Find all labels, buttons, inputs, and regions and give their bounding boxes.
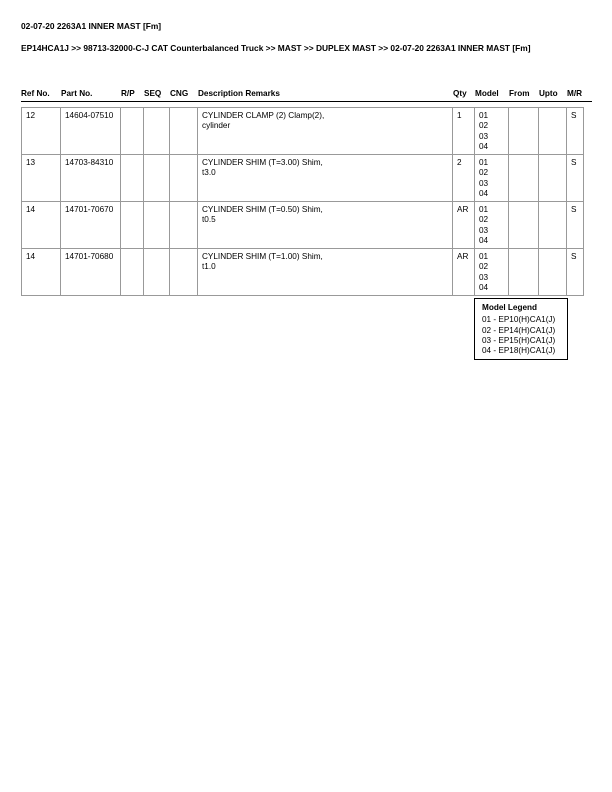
qty-cell: 2 (453, 155, 475, 202)
part-no-cell: 14703-84310 (61, 155, 121, 202)
model-cell (475, 155, 509, 202)
description-line: CYLINDER CLAMP (2) Clamp(2), (202, 111, 325, 120)
legend-item: 03 - EP15(H)CA1(J) (482, 335, 556, 345)
model-code: 04 (479, 235, 489, 245)
model-cell (475, 202, 509, 249)
ref-cell: 14 (22, 249, 61, 296)
mr-cell: S (567, 202, 584, 249)
mr-cell: S (567, 249, 584, 296)
legend-item: 04 - EP18(H)CA1(J) (482, 346, 556, 356)
model-code: 03 (479, 178, 489, 188)
upto-cell (539, 155, 567, 202)
seq-cell (144, 202, 170, 249)
description-cell (198, 108, 453, 155)
page-title: 02-07-20 2263A1 INNER MAST [Fm] (21, 21, 162, 31)
legend-item: 02 - EP14(H)CA1(J) (482, 325, 556, 335)
model-code: 03 (479, 272, 489, 282)
header-divider (21, 101, 592, 102)
model-cell (475, 249, 509, 296)
model-code: 02 (479, 168, 489, 178)
col-header-rp: R/P (121, 89, 135, 98)
model-code: 01 (479, 158, 489, 167)
upto-cell (539, 108, 567, 155)
model-code: 02 (479, 121, 489, 131)
col-header-upto: Upto (539, 89, 558, 98)
description-line: t0.5 (202, 215, 216, 225)
ref-cell: 13 (22, 155, 61, 202)
col-header-ref: Ref No. (21, 89, 50, 98)
table-row (22, 202, 584, 249)
mr-cell: S (567, 155, 584, 202)
rp-cell (121, 202, 144, 249)
col-header-model: Model (475, 89, 499, 98)
col-header-mr: M/R (567, 89, 583, 98)
parts-table (21, 107, 584, 296)
from-cell (509, 155, 539, 202)
part-no-cell: 14701-70680 (61, 249, 121, 296)
col-header-from: From (509, 89, 530, 98)
from-cell (509, 108, 539, 155)
description-line: t1.0 (202, 262, 216, 272)
description-line: cylinder (202, 121, 231, 131)
table-row (22, 155, 584, 202)
model-code: 04 (479, 141, 489, 151)
seq-cell (144, 155, 170, 202)
col-header-desc: Description Remarks (198, 89, 280, 98)
cng-cell (170, 202, 198, 249)
col-header-seq: SEQ (144, 89, 162, 98)
col-header-qty: Qty (453, 89, 467, 98)
model-legend (474, 298, 568, 360)
model-code: 01 (479, 205, 489, 214)
from-cell (509, 202, 539, 249)
col-header-cng: CNG (170, 89, 189, 98)
cng-cell (170, 155, 198, 202)
mr-cell: S (567, 108, 584, 155)
description-line: t3.0 (202, 168, 216, 178)
table-row (22, 108, 584, 155)
description-cell (198, 155, 453, 202)
ref-cell: 12 (22, 108, 61, 155)
rp-cell (121, 155, 144, 202)
description-cell (198, 202, 453, 249)
model-code: 02 (479, 262, 489, 272)
rp-cell (121, 108, 144, 155)
part-no-cell: 14701-70670 (61, 202, 121, 249)
upto-cell (539, 202, 567, 249)
model-code: 04 (479, 188, 489, 198)
model-cell (475, 108, 509, 155)
model-code: 03 (479, 131, 489, 141)
qty-cell: 1 (453, 108, 475, 155)
legend-title: Model Legend (482, 303, 538, 312)
description-line: CYLINDER SHIM (T=3.00) Shim, (202, 158, 323, 167)
cng-cell (170, 108, 198, 155)
description-cell (198, 249, 453, 296)
seq-cell (144, 108, 170, 155)
ref-cell: 14 (22, 202, 61, 249)
breadcrumb: EP14HCA1J >> 98713-32000-C-J CAT Counterbalanced Truck >> MAST >> DUPLEX MAST >> 02-07-20 2263A1 INNER MAST [Fm] (21, 43, 531, 53)
table-row (22, 249, 584, 296)
model-code: 04 (479, 282, 489, 292)
description-line: CYLINDER SHIM (T=0.50) Shim, (202, 205, 323, 214)
model-code: 01 (479, 111, 489, 120)
rp-cell (121, 249, 144, 296)
qty-cell: AR (453, 249, 475, 296)
model-code: 02 (479, 215, 489, 225)
col-header-part: Part No. (61, 89, 93, 98)
model-code: 01 (479, 252, 489, 261)
seq-cell (144, 249, 170, 296)
description-line: CYLINDER SHIM (T=1.00) Shim, (202, 252, 323, 261)
cng-cell (170, 249, 198, 296)
model-code: 03 (479, 225, 489, 235)
legend-item: 01 - EP10(H)CA1(J) (482, 315, 556, 325)
part-no-cell: 14604-07510 (61, 108, 121, 155)
qty-cell: AR (453, 202, 475, 249)
upto-cell (539, 249, 567, 296)
from-cell (509, 249, 539, 296)
